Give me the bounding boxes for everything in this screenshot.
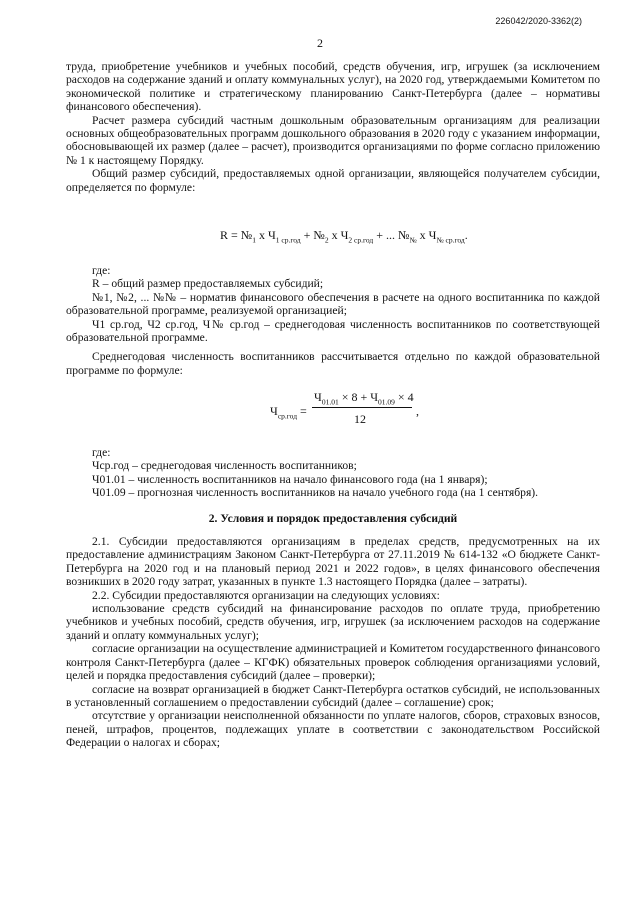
definition-r: R – общий размер предоставляемых субсидий; — [92, 277, 324, 291]
clause-2-2: 2.2. Субсидии предоставляются организации на следующих условиях: — [92, 588, 440, 602]
formula-text: R = — [220, 228, 241, 242]
formula-text: + ... — [373, 228, 399, 242]
formula-text: Ч — [340, 228, 349, 242]
formula-text: № — [313, 228, 325, 242]
definitions-block — [66, 264, 600, 377]
formula-text: 2 ср.год — [348, 235, 374, 245]
formula-text: Ч — [314, 390, 322, 404]
formula-text: + — [300, 228, 314, 242]
definition-jan: Ч01.01 – численность воспитанников на начало финансового года (на 1 января); — [92, 472, 488, 486]
formula-text: × 4 — [394, 390, 414, 404]
formula-text: , — [416, 404, 419, 418]
formula-text: Ч — [270, 404, 278, 418]
definition-norm: №1, №2, ... №№ – норматив финансового обеспечения в расчете на одного воспитанника по каждой образовательной программе, реализуемой организацией; — [66, 290, 600, 318]
formula-denominator: 12 — [354, 412, 366, 426]
condition-item: использование средств субсидий на финансирование расходов по оплате труда, приобретению учебников и учебных пособий, средств обучения, игр, игрушек (за исключением расходов на содержание зданий и оплату коммунальных услуг); — [66, 602, 600, 642]
paragraph-continuation: труда, приобретение учебников и учебных пособий, средств обучения, игр, игрушек (за исключением расходов на содержание зданий и оплату коммунальных услуг), на 2020 год, утверждаемыми Комитетом по экономической политике и стратегическому планированию Санкт-Петербурга (далее – нормативы финансового обеспечения). — [66, 60, 600, 114]
condition-item: согласие организации на осуществление администрацией и Комитетом государственного финансового контроля Санкт-Петербурга (далее – КГФК) обязательных проверок соблюдения организациями условий, целей и порядка предоставления субсидий (далее – проверки); — [66, 642, 600, 683]
paragraph-total-subsidy: Общий размер субсидий, предоставляемых одной организации, являющейся получателем субсидии, определяется по формуле: — [66, 167, 600, 194]
formula-text: x — [328, 228, 341, 242]
clause-2-1: 2.1. Субсидии предоставляются организациям в пределах средств, предусмотренных на их предоставление администрациям Законом Санкт-Петербурга от 27.11.2019 № 614-132 «О бюджете Санкт-Петербурга на 2020 год и на плановый период 2021 и 2022 годов», в целях финансового обеспечения возникших в 2020 году затрат, указанных в пункте 1.3 настоящего Порядка (далее – затраты). — [66, 535, 600, 589]
formula-text: . — [464, 228, 468, 242]
paragraph-calculation: Расчет размера субсидий частным дошкольным образовательным организациям для реализации основных общеобразовательных программ дошкольного образования в 2020 году с указанием информации, обосновывающей их размер (далее – расчет), производится организациями по форме согласно приложению № 1 к настоящему Порядку. — [66, 113, 600, 167]
formula-text: = — [297, 404, 307, 418]
section-heading: 2. Условия и порядок предоставления субсидий — [208, 511, 458, 525]
paragraph-average-count: Среднегодовая численность воспитанников рассчитывается отдельно по каждой образовательной программе по формуле: — [66, 350, 600, 377]
formula-text: x — [416, 228, 429, 242]
where-label: где: — [92, 446, 111, 459]
formula-text: 2 — [324, 235, 329, 245]
formula-text: Ч — [267, 228, 276, 242]
formula-text: 01.01 — [321, 397, 339, 407]
formula-numerator — [314, 390, 414, 406]
page-number: 2 — [317, 36, 323, 50]
formula-text: 1 — [252, 235, 256, 245]
formula-text: × 8 + Ч — [338, 390, 379, 404]
definition-average: Чср.год – среднегодовая численность воспитанников; — [92, 459, 357, 473]
formula-text: № ср.год — [436, 235, 465, 245]
condition-item: согласие на возврат организацией в бюджет Санкт-Петербурга остатков субсидий, не использованных в установленный соглашением о предоставлении субсидий (далее – соглашение) срок; — [66, 682, 600, 709]
definitions-block-2 — [66, 446, 600, 750]
formula-text: № — [240, 228, 253, 242]
document-body — [66, 60, 600, 194]
formula-text: ср.год — [277, 411, 298, 421]
formula-text: 01.09 — [378, 397, 395, 407]
formula-text: x — [255, 228, 268, 242]
fraction-bar — [312, 407, 412, 408]
formula-text: Ч — [428, 228, 437, 242]
condition-item: отсутствие у организации неисполненной обязанности по уплате налогов, сборов, страховых взносов, пеней, штрафов, процентов, подлежащих уплате в соответствии с законодательством Российской Федерации о налогах и сборах; — [66, 709, 600, 750]
document-number: 226042/2020-3362(2) — [495, 16, 582, 26]
definition-count: Ч1 ср.год, Ч2 ср.год, Ч№ ср.год – среднегодовая численность воспитанников по соответствующей образовательной программе. — [66, 317, 600, 345]
formula-text: 1 ср.год — [275, 235, 301, 245]
formula-lhs — [270, 404, 307, 420]
definition-sep: Ч01.09 – прогнозная численность воспитанников на начало учебного года (на 1 сентября). — [92, 486, 539, 500]
where-label: где: — [92, 264, 111, 277]
formula-average-count — [270, 390, 470, 436]
formula-text: № — [398, 228, 410, 242]
formula-text: № — [409, 235, 417, 245]
formula-total-subsidy — [220, 228, 468, 244]
